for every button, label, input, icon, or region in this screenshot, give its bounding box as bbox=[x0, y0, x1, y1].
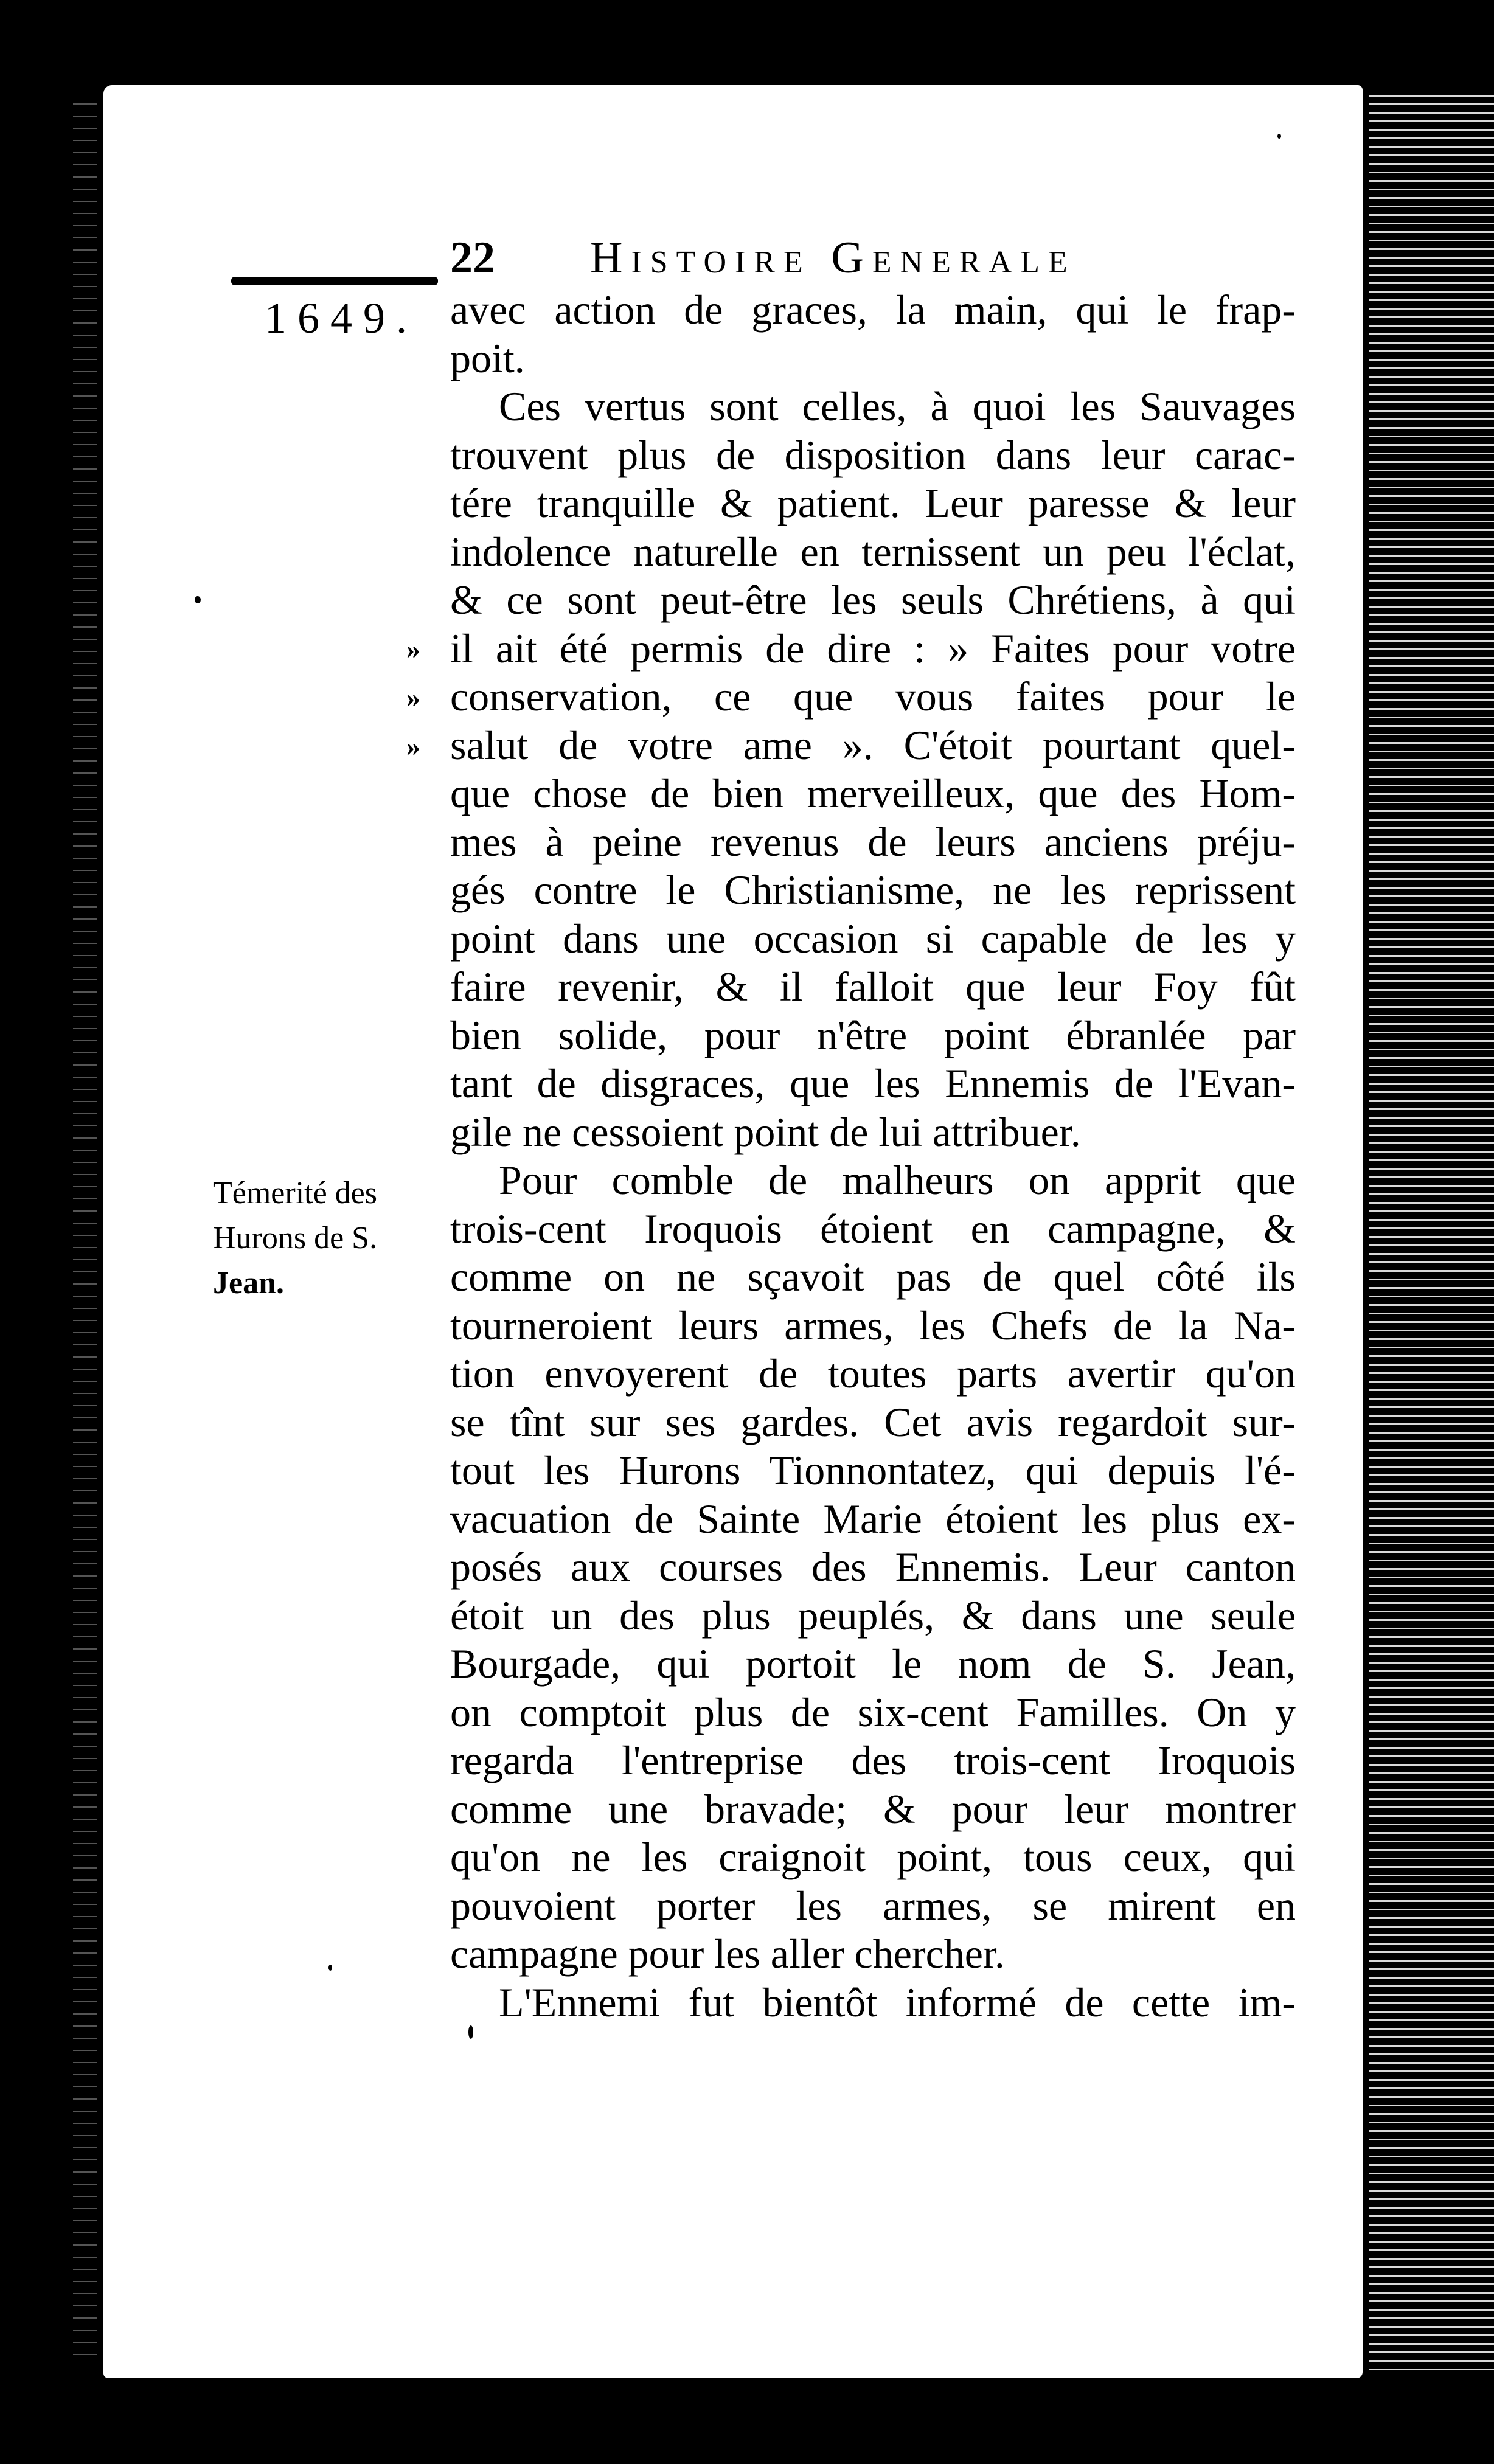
text-line: regarda l'entreprise des trois-cent Iroquois bbox=[450, 1737, 1296, 1783]
text-line: tion envoyerent de toutes parts avertir qu'on bbox=[450, 1350, 1296, 1397]
quote-mark: » bbox=[406, 682, 420, 713]
text-line: qu'on ne les craignoit point, tous ceux, qui bbox=[450, 1834, 1296, 1880]
scan-speck bbox=[468, 2025, 473, 2039]
text-line: que chose de bien merveilleux, que des Hom- bbox=[450, 770, 1296, 816]
text-line: L'Ennemi fut bientôt informé de cette im- bbox=[499, 1979, 1296, 2025]
quote-mark: » bbox=[406, 633, 420, 664]
text-line: on comptoit plus de six-cent Familles. On y bbox=[450, 1688, 1296, 1735]
text-line: mes à peine revenus de leurs anciens préju- bbox=[450, 818, 1296, 865]
text-line: pouvoient porter les armes, se mirent en bbox=[450, 1882, 1296, 1929]
text-line: avec action de graces, la main, qui le frap- bbox=[450, 286, 1296, 333]
text-line: faire revenir, & il falloit que leur Foy fût bbox=[450, 963, 1296, 1010]
text-line: Bourgade, qui portoit le nom de S. Jean, bbox=[450, 1640, 1296, 1687]
margin-rule bbox=[231, 277, 438, 285]
body-text bbox=[450, 286, 1296, 2027]
text-line: gés contre le Christianisme, ne les reprissent bbox=[450, 867, 1296, 913]
text-line: Ces vertus sont celles, à quoi les Sauvages bbox=[499, 383, 1296, 429]
text-line: conservation, ce que vous faites pour le bbox=[450, 673, 1296, 720]
marginal-note-line: Témerité des bbox=[213, 1176, 377, 1210]
margin-year: 1649. bbox=[265, 294, 418, 342]
text-line: point dans une occasion si capable de les y bbox=[450, 915, 1296, 962]
text-line: campagne pour les aller chercher. bbox=[450, 1931, 1005, 1977]
text-line: gile ne cessoient point de lui attribuer. bbox=[450, 1108, 1081, 1155]
text-line: il ait été permis de dire : » Faites pour votre bbox=[450, 625, 1296, 672]
text-line: comme une bravade; & pour leur montrer bbox=[450, 1785, 1296, 1832]
binding-edge-left bbox=[73, 97, 97, 2360]
marginal-note-line: Jean. bbox=[213, 1266, 284, 1300]
running-title: Histoire Generale bbox=[590, 233, 1076, 283]
page-stack-edge-right bbox=[1369, 91, 1494, 2372]
quote-mark: » bbox=[406, 731, 420, 762]
text-line: tant de disgraces, que les Ennemis de l'Evan- bbox=[450, 1060, 1296, 1106]
text-line: vacuation de Sainte Marie étoient les plus ex- bbox=[450, 1495, 1296, 1542]
scan-speck bbox=[328, 1965, 332, 1971]
page-header bbox=[450, 232, 1314, 287]
text-line: trois-cent Iroquois étoient en campagne, & bbox=[450, 1205, 1296, 1252]
text-line: salut de votre ame ». C'étoit pourtant quel- bbox=[450, 721, 1296, 768]
marginal-note bbox=[213, 1171, 456, 1306]
page-number: 22 bbox=[450, 233, 495, 283]
text-line: trouvent plus de disposition dans leur carac- bbox=[450, 431, 1296, 478]
scan-speck bbox=[195, 596, 201, 603]
text-line: tout les Hurons Tionnontatez, qui depuis l'é- bbox=[450, 1447, 1296, 1493]
text-line: se tînt sur ses gardes. Cet avis regardoit sur- bbox=[450, 1398, 1296, 1445]
text-line: indolence naturelle en ternissent un peu l'éclat, bbox=[450, 528, 1296, 575]
text-line: tére tranquille & patient. Leur paresse & leur bbox=[450, 480, 1296, 526]
text-line: & ce sont peut-être les seuls Chrétiens, à qui bbox=[450, 577, 1296, 623]
text-line: Pour comble de malheurs on apprit que bbox=[499, 1157, 1296, 1203]
text-line: comme on ne sçavoit pas de quel côté ils bbox=[450, 1254, 1296, 1300]
text-line: posés aux courses des Ennemis. Leur canton bbox=[450, 1544, 1296, 1590]
marginal-note-line: Hurons de S. bbox=[213, 1221, 378, 1255]
text-line: tourneroient leurs armes, les Chefs de la Na- bbox=[450, 1302, 1296, 1348]
text-line: bien solide, pour n'être point ébranlée par bbox=[450, 1012, 1296, 1058]
text-line: étoit un des plus peuplés, & dans une seule bbox=[450, 1592, 1296, 1639]
scan-speck bbox=[1277, 134, 1281, 139]
text-line: poit. bbox=[450, 335, 525, 381]
